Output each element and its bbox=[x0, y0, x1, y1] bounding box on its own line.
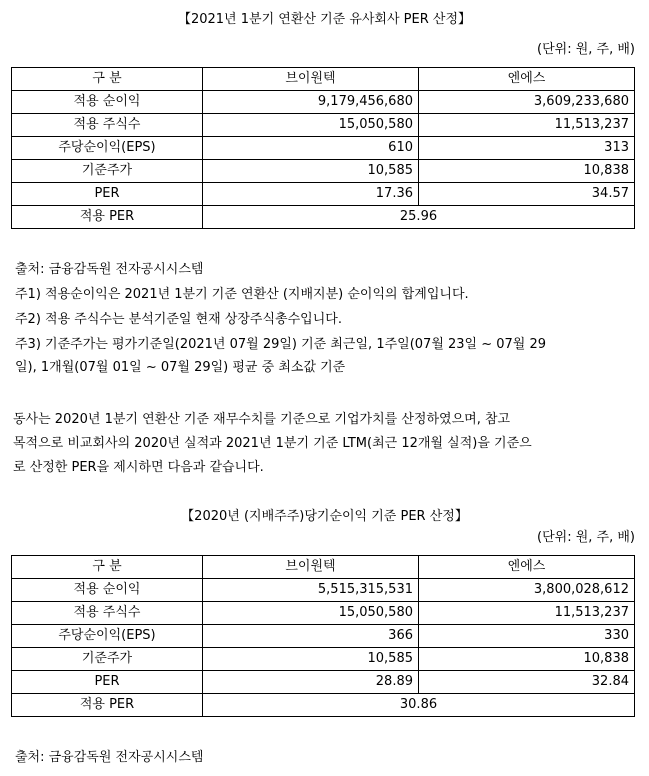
table2-title: 【2020년 (지배주주)당기순이익 기준 PER 산정】 bbox=[181, 509, 468, 524]
table-row bbox=[12, 625, 635, 648]
row-label: 적용 주식수 bbox=[12, 114, 203, 137]
table-row bbox=[12, 91, 635, 114]
footnote-2: 주2) 적용 주식수는 분석기준일 현재 상장주식총수입니다. bbox=[15, 312, 342, 327]
row-label: PER bbox=[12, 183, 203, 206]
value-company-a: 366 bbox=[203, 625, 419, 648]
value-company-a: 15,050,580 bbox=[203, 602, 419, 625]
value-company-b: 34.57 bbox=[419, 183, 635, 206]
row-label: 적용 순이익 bbox=[12, 579, 203, 602]
source-note-2: 출처: 금융감독원 전자공시시스템 bbox=[15, 750, 204, 765]
value-company-b: 11,513,237 bbox=[419, 602, 635, 625]
footnote-3-continued: 일), 1개월(07월 01일 ~ 07월 29일) 평균 중 최소값 기준 bbox=[15, 360, 346, 375]
value-company-b: 3,609,233,680 bbox=[419, 91, 635, 114]
table-row bbox=[12, 183, 635, 206]
footnote-3: 주3) 기준주가는 평가기준일(2021년 07월 29일) 기준 최근일, 1주일(07월 23일 ~ 07월 29 bbox=[15, 337, 547, 352]
body-paragraph bbox=[13, 408, 635, 480]
value-company-b: 313 bbox=[419, 137, 635, 160]
table1-unit: (단위: 원, 주, 배) bbox=[537, 42, 635, 57]
value-company-b: 11,513,237 bbox=[419, 114, 635, 137]
paragraph-line-3: 로 산정한 PER을 제시하면 다음과 같습니다. bbox=[13, 460, 264, 475]
table-row bbox=[12, 602, 635, 625]
footnote-1: 주1) 적용순이익은 2021년 1분기 기준 연환산 (지배지분) 순이익의 합계입니다. bbox=[15, 287, 469, 302]
value-company-a: 610 bbox=[203, 137, 419, 160]
table1-header-company-b: 엔에스 bbox=[419, 68, 635, 91]
table1-applied-per-row bbox=[12, 206, 635, 229]
value-company-b: 32.84 bbox=[419, 671, 635, 694]
value-company-a: 28.89 bbox=[203, 671, 419, 694]
table1 bbox=[11, 67, 635, 229]
table1-header-category: 구 분 bbox=[12, 68, 203, 91]
row-label: 기준주가 bbox=[12, 648, 203, 671]
table1-title: 【2021년 1분기 연환산 기준 유사회사 PER 산정】 bbox=[177, 12, 472, 27]
value-company-a: 9,179,456,680 bbox=[203, 91, 419, 114]
value-company-b: 10,838 bbox=[419, 160, 635, 183]
row-label: 주당순이익(EPS) bbox=[12, 625, 203, 648]
row-label: 적용 주식수 bbox=[12, 602, 203, 625]
value-company-b: 330 bbox=[419, 625, 635, 648]
table1-header-row bbox=[12, 68, 635, 91]
applied-per-value: 30.86 bbox=[203, 694, 635, 717]
value-company-b: 3,800,028,612 bbox=[419, 579, 635, 602]
row-label: PER bbox=[12, 671, 203, 694]
table-row bbox=[12, 160, 635, 183]
table2-header-company-b: 엔에스 bbox=[419, 556, 635, 579]
table2 bbox=[11, 555, 635, 717]
table2-applied-per-row bbox=[12, 694, 635, 717]
value-company-a: 5,515,315,531 bbox=[203, 579, 419, 602]
table-row bbox=[12, 579, 635, 602]
table-row bbox=[12, 648, 635, 671]
value-company-a: 10,585 bbox=[203, 160, 419, 183]
table-row bbox=[12, 671, 635, 694]
applied-per-label: 적용 PER bbox=[12, 694, 203, 717]
value-company-a: 17.36 bbox=[203, 183, 419, 206]
table-row bbox=[12, 114, 635, 137]
paragraph-line-2: 목적으로 비교회사의 2020년 실적과 2021년 1분기 기준 LTM(최근 12개월 실적)을 기준으 bbox=[13, 436, 532, 451]
value-company-a: 15,050,580 bbox=[203, 114, 419, 137]
source-note: 출처: 금융감독원 전자공시시스템 bbox=[15, 262, 204, 277]
table2-unit: (단위: 원, 주, 배) bbox=[537, 530, 635, 545]
applied-per-value: 25.96 bbox=[203, 206, 635, 229]
paragraph-line-1: 동사는 2020년 1분기 연환산 기준 재무수치를 기준으로 기업가치를 산정하였으며, 참고 bbox=[13, 412, 511, 427]
row-label: 적용 순이익 bbox=[12, 91, 203, 114]
row-label: 주당순이익(EPS) bbox=[12, 137, 203, 160]
table2-header-category: 구 분 bbox=[12, 556, 203, 579]
table2-header-row bbox=[12, 556, 635, 579]
table2-header-company-a: 브이원텍 bbox=[203, 556, 419, 579]
value-company-a: 10,585 bbox=[203, 648, 419, 671]
row-label: 기준주가 bbox=[12, 160, 203, 183]
table1-header-company-a: 브이원텍 bbox=[203, 68, 419, 91]
value-company-b: 10,838 bbox=[419, 648, 635, 671]
applied-per-label: 적용 PER bbox=[12, 206, 203, 229]
table-row bbox=[12, 137, 635, 160]
